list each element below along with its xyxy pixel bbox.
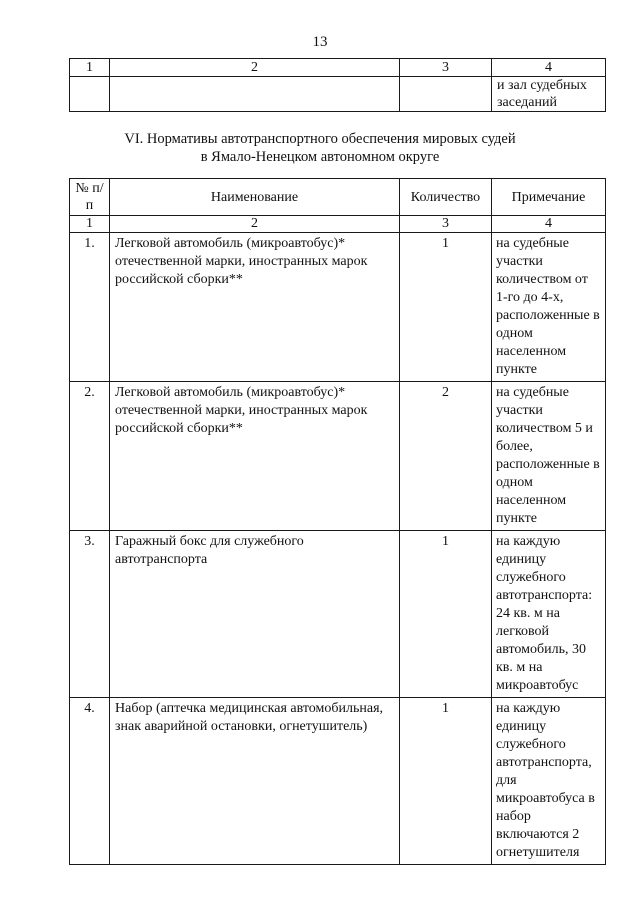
continuation-col-3: 3 bbox=[400, 59, 492, 77]
table-row bbox=[70, 382, 606, 531]
row-note: на судебные участки количеством 5 и более, расположенные в одном населенном пункте bbox=[492, 382, 606, 531]
row-note: на каждую единицу служебного автотранспорта, для микроавтобуса в набор включаются 2 огнетушителя bbox=[492, 698, 606, 865]
section-heading-line-1: VI. Нормативы автотранспортного обеспечения мировых судей bbox=[124, 131, 516, 147]
continuation-row bbox=[70, 77, 606, 112]
continuation-cell-1 bbox=[70, 77, 110, 112]
row-number: 2. bbox=[70, 382, 110, 531]
continuation-cell-4: и зал судебных заседаний bbox=[492, 77, 606, 112]
row-quantity: 1 bbox=[400, 233, 492, 382]
page-number: 13 bbox=[312, 34, 328, 50]
header-note: Примечание bbox=[492, 179, 606, 216]
row-quantity: 1 bbox=[400, 698, 492, 865]
column-number-row bbox=[70, 216, 606, 233]
row-name: Гаражный бокс для служебного автотранспорта bbox=[110, 531, 400, 698]
table-row bbox=[70, 233, 606, 382]
header-name: Наименование bbox=[110, 179, 400, 216]
row-quantity: 2 bbox=[400, 382, 492, 531]
continuation-col-1: 1 bbox=[70, 59, 110, 77]
column-number-2: 2 bbox=[110, 216, 400, 233]
continuation-cell-2 bbox=[110, 77, 400, 112]
row-note: на каждую единицу служебного автотранспорта: 24 кв. м на легковой автомобиль, 30 кв. м на микроавтобус bbox=[492, 531, 606, 698]
header-number: № п/п bbox=[70, 179, 110, 216]
column-number-1: 1 bbox=[70, 216, 110, 233]
row-name: Легковой автомобиль (микроавтобус)* отечественной марки, иностранных марок российской сборки** bbox=[110, 382, 400, 531]
continuation-table bbox=[69, 58, 606, 112]
row-name: Легковой автомобиль (микроавтобус)* отечественной марки, иностранных марок российской сборки** bbox=[110, 233, 400, 382]
row-number: 3. bbox=[70, 531, 110, 698]
table-row bbox=[70, 531, 606, 698]
column-number-4: 4 bbox=[492, 216, 606, 233]
row-number: 1. bbox=[70, 233, 110, 382]
continuation-col-2: 2 bbox=[110, 59, 400, 77]
table-row bbox=[70, 698, 606, 865]
row-number: 4. bbox=[70, 698, 110, 865]
row-name: Набор (аптечка медицинская автомобильная, знак аварийной остановки, огнетушитель) bbox=[110, 698, 400, 865]
continuation-header-row bbox=[70, 59, 606, 77]
transport-norms-table bbox=[69, 178, 606, 865]
column-number-3: 3 bbox=[400, 216, 492, 233]
table-header-row bbox=[70, 179, 606, 216]
section-heading-line-2: в Ямало-Ненецком автономном округе bbox=[200, 149, 440, 165]
row-note: на судебные участки количеством от 1-го до 4-х, расположенные в одном населенном пункте bbox=[492, 233, 606, 382]
section-heading bbox=[0, 130, 640, 166]
row-quantity: 1 bbox=[400, 531, 492, 698]
header-quantity: Количество bbox=[400, 179, 492, 216]
continuation-col-4: 4 bbox=[492, 59, 606, 77]
continuation-cell-3 bbox=[400, 77, 492, 112]
